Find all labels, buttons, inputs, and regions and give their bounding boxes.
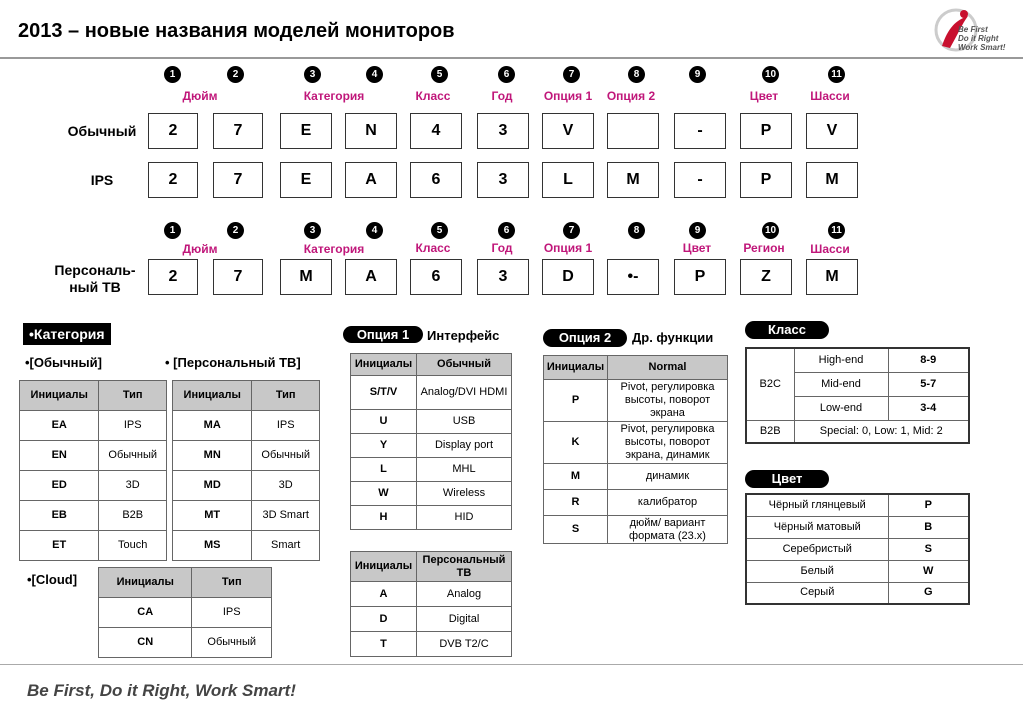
th-personal-tv: Персональный ТВ (417, 552, 512, 582)
logo-line-1: Be First (958, 25, 988, 34)
cell-initials: Y (351, 434, 417, 458)
code-box-normal: 3 (477, 113, 529, 149)
table-row (20, 531, 167, 561)
table-row (20, 471, 167, 501)
row-label-tv (42, 262, 148, 296)
position-number-badge: 9 (689, 66, 706, 83)
code-box-tv: 7 (213, 259, 263, 295)
color-pill: Цвет (745, 470, 829, 488)
th-initials: Инициалы (99, 568, 192, 598)
table-row (746, 348, 969, 372)
table-row (544, 422, 728, 464)
cell-value: IPS (192, 598, 272, 628)
label-option2: Опция 2 (606, 89, 656, 103)
position-number-badge: 10 (762, 66, 779, 83)
table-row (20, 411, 167, 441)
position-number-badge: 11 (828, 222, 845, 239)
cell-range: 3-4 (888, 396, 969, 420)
label2-color: Цвет (682, 241, 712, 255)
table-row (173, 441, 320, 471)
code-box-normal: V (806, 113, 858, 149)
label2-class: Класс (415, 241, 451, 255)
code-box-tv: P (674, 259, 726, 295)
cell-value: Analog (417, 582, 512, 607)
cell-value: калибратор (608, 490, 728, 516)
th-type: Тип (192, 568, 272, 598)
code-box-ips: 3 (477, 162, 529, 198)
category-label: •Категория (23, 323, 111, 345)
option2-pill: Опция 2 (543, 329, 627, 347)
code-box-tv: 2 (148, 259, 198, 295)
row-label-ips: IPS (90, 172, 114, 188)
code-box-ips: A (345, 162, 397, 198)
code-box-tv: M (280, 259, 332, 295)
cell-value: DVB T2/C (417, 632, 512, 657)
logo-line-3: Work Smart! (958, 43, 1006, 52)
code-box-tv: 3 (477, 259, 529, 295)
option2-table (543, 355, 728, 544)
code-box-normal: 7 (213, 113, 263, 149)
option1-pill: Опция 1 (343, 326, 423, 343)
cell-initials: MD (173, 471, 252, 501)
code-box-normal: E (280, 113, 332, 149)
cell-initials: D (351, 607, 417, 632)
cell-initials: T (351, 632, 417, 657)
cell-color-code: G (888, 582, 969, 604)
position-number-badge: 4 (366, 222, 383, 239)
cell-color-name: Чёрный матовый (746, 516, 888, 538)
position-number-badge: 8 (628, 222, 645, 239)
table-row (544, 490, 728, 516)
table-row (173, 471, 320, 501)
code-box-tv: A (345, 259, 397, 295)
logo-line-2: Do it Right (958, 34, 999, 43)
table-row (173, 501, 320, 531)
cell-color-code: S (888, 538, 969, 560)
cell-value: Digital (417, 607, 512, 632)
position-number-badge: 3 (304, 66, 321, 83)
table-row (351, 607, 512, 632)
position-number-badge: 5 (431, 66, 448, 83)
cell-initials: MN (173, 441, 252, 471)
table-row (746, 516, 969, 538)
cell-color-code: W (888, 560, 969, 582)
cell-color-code: P (888, 494, 969, 516)
table-row (173, 531, 320, 561)
position-number-badge: 10 (762, 222, 779, 239)
table-row (20, 441, 167, 471)
cell-color-name: Серый (746, 582, 888, 604)
label2-chassis: Шасси (810, 242, 850, 256)
cell-initials: EB (20, 501, 99, 531)
cell-color-name: Чёрный глянцевый (746, 494, 888, 516)
cell-initials: ET (20, 531, 99, 561)
cell-value: Pivot, регулировка высоты, поворот экрана (608, 380, 728, 422)
option2-caption: Др. функции (632, 330, 714, 345)
cell-initials: P (544, 380, 608, 422)
table-row (99, 628, 272, 658)
footer-slogan: Be First, Do it Right, Work Smart! (27, 681, 296, 700)
cell-initials: H (351, 506, 417, 530)
category-cloud-label: •[Cloud] (27, 572, 78, 587)
cell-value: Обычный (252, 441, 320, 471)
label-category: Категория (303, 89, 365, 103)
th-initials: Инициалы (173, 381, 252, 411)
table-row (544, 516, 728, 544)
cell-initials: M (544, 464, 608, 490)
th-type: Тип (252, 381, 320, 411)
code-box-ips: M (607, 162, 659, 198)
table-row (746, 538, 969, 560)
class-pill: Класс (745, 321, 829, 339)
label-year: Год (491, 89, 513, 103)
cell-value: Touch (99, 531, 167, 561)
code-box-ips: E (280, 162, 332, 198)
logo (934, 6, 1020, 56)
cell-b2c: B2C (746, 348, 794, 420)
cell-initials: R (544, 490, 608, 516)
cell-initials: U (351, 410, 417, 434)
th-type: Тип (99, 381, 167, 411)
th-initials: Инициалы (544, 356, 608, 380)
position-number-badge: 1 (164, 222, 181, 239)
code-box-normal: N (345, 113, 397, 149)
table-row (351, 632, 512, 657)
cell-value: B2B (99, 501, 167, 531)
cell-initials: EA (20, 411, 99, 441)
cell-initials: K (544, 422, 608, 464)
option1-table (350, 353, 512, 530)
table-row (544, 380, 728, 422)
cell-tier: High-end (794, 348, 888, 372)
code-box-normal (607, 113, 659, 149)
label-option1: Опция 1 (543, 89, 593, 103)
cell-value: Обычный (99, 441, 167, 471)
code-box-normal: P (740, 113, 792, 149)
cell-value: Обычный (192, 628, 272, 658)
cell-range: 8-9 (888, 348, 969, 372)
code-box-ips: L (542, 162, 594, 198)
table-row (351, 506, 512, 530)
cell-color-name: Серебристый (746, 538, 888, 560)
row-label-tv-line2: ный ТВ (69, 279, 121, 295)
table-row (20, 501, 167, 531)
table-row (173, 411, 320, 441)
table-row (351, 410, 512, 434)
position-number-badge: 2 (227, 222, 244, 239)
position-number-badge: 8 (628, 66, 645, 83)
cell-value: IPS (252, 411, 320, 441)
code-box-ips: - (674, 162, 726, 198)
code-box-ips: 7 (213, 162, 263, 198)
position-number-badge: 7 (563, 222, 580, 239)
cell-color-name: Белый (746, 560, 888, 582)
code-box-tv: M (806, 259, 858, 295)
cell-initials: S (544, 516, 608, 544)
code-box-tv: •- (607, 259, 659, 295)
cell-value: 3D (99, 471, 167, 501)
cell-value: Smart (252, 531, 320, 561)
cell-tier: Low-end (794, 396, 888, 420)
position-number-badge: 11 (828, 66, 845, 83)
cell-value: Pivot, регулировка высоты, поворот экрана, динамик (608, 422, 728, 464)
code-box-tv: Z (740, 259, 792, 295)
th-initials: Инициалы (351, 552, 417, 582)
cell-value: дюйм/ вариант формата (23.x) (608, 516, 728, 544)
footer-divider (0, 664, 1023, 665)
code-box-normal: - (674, 113, 726, 149)
row-label-normal: Обычный (67, 123, 137, 139)
cell-initials: W (351, 482, 417, 506)
position-number-badge: 7 (563, 66, 580, 83)
cell-color-code: B (888, 516, 969, 538)
table-row (351, 434, 512, 458)
cell-value: 3D Smart (252, 501, 320, 531)
cell-initials: CA (99, 598, 192, 628)
label2-region: Регион (743, 241, 785, 255)
table-row (351, 482, 512, 506)
cell-initials: MS (173, 531, 252, 561)
color-table (745, 493, 970, 605)
category-normal-label: •[Обычный] (25, 355, 102, 370)
label2-inch: Дюйм (182, 242, 218, 256)
table-row (99, 598, 272, 628)
header-divider (0, 57, 1023, 59)
table-row (746, 560, 969, 582)
cell-value: HID (417, 506, 512, 530)
label-class: Класс (415, 89, 451, 103)
label2-option1: Опция 1 (543, 241, 593, 255)
label-color: Цвет (749, 89, 779, 103)
table-row (746, 582, 969, 604)
code-box-normal: 4 (410, 113, 462, 149)
label-chassis: Шасси (810, 89, 850, 103)
cell-value: 3D (252, 471, 320, 501)
position-number-badge: 4 (366, 66, 383, 83)
code-box-tv: D (542, 259, 594, 295)
option1-tv-table (350, 551, 512, 657)
table-row (544, 464, 728, 490)
code-box-ips: 6 (410, 162, 462, 198)
th-normal: Normal (608, 356, 728, 380)
cell-value: Analog/DVI HDMI (417, 376, 512, 410)
position-number-badge: 6 (498, 66, 515, 83)
position-number-badge: 9 (689, 222, 706, 239)
category-cloud-table (98, 567, 272, 658)
code-box-normal: 2 (148, 113, 198, 149)
cell-initials: EN (20, 441, 99, 471)
th-initials: Инициалы (351, 354, 417, 376)
cell-initials: S/T/V (351, 376, 417, 410)
table-row (746, 420, 969, 443)
code-box-tv: 6 (410, 259, 462, 295)
row-label-tv-line1: Персональ- (54, 262, 136, 278)
cell-b2b-value: Special: 0, Low: 1, Mid: 2 (794, 420, 969, 443)
cell-initials: L (351, 458, 417, 482)
cell-range: 5-7 (888, 372, 969, 396)
table-row (746, 494, 969, 516)
cell-tier: Mid-end (794, 372, 888, 396)
position-number-badge: 6 (498, 222, 515, 239)
category-normal-table (19, 380, 167, 561)
class-table (745, 347, 970, 444)
position-number-badge: 5 (431, 222, 448, 239)
position-number-badge: 2 (227, 66, 244, 83)
cell-initials: MT (173, 501, 252, 531)
table-row (351, 376, 512, 410)
label-inch: Дюйм (182, 89, 218, 103)
cell-initials: ED (20, 471, 99, 501)
table-row (351, 582, 512, 607)
category-tv-table (172, 380, 320, 561)
position-number-badge: 1 (164, 66, 181, 83)
code-box-ips: M (806, 162, 858, 198)
page-title: 2013 – новые названия моделей мониторов (18, 20, 455, 42)
cell-value: MHL (417, 458, 512, 482)
cell-initials: MA (173, 411, 252, 441)
option1-caption: Интерфейс (427, 328, 500, 343)
cell-value: USB (417, 410, 512, 434)
category-tv-label: • [Персональный ТВ] (165, 355, 301, 370)
table-row (351, 458, 512, 482)
th-normal: Обычный (417, 354, 512, 376)
label2-category: Категория (303, 242, 365, 256)
code-box-ips: P (740, 162, 792, 198)
position-number-badge: 3 (304, 222, 321, 239)
cell-b2b: B2B (746, 420, 794, 443)
cell-value: Wireless (417, 482, 512, 506)
label2-year: Год (491, 241, 513, 255)
th-initials: Инициалы (20, 381, 99, 411)
code-box-normal: V (542, 113, 594, 149)
cell-initials: A (351, 582, 417, 607)
cell-value: IPS (99, 411, 167, 441)
cell-value: Display port (417, 434, 512, 458)
cell-value: динамик (608, 464, 728, 490)
code-box-ips: 2 (148, 162, 198, 198)
cell-initials: CN (99, 628, 192, 658)
